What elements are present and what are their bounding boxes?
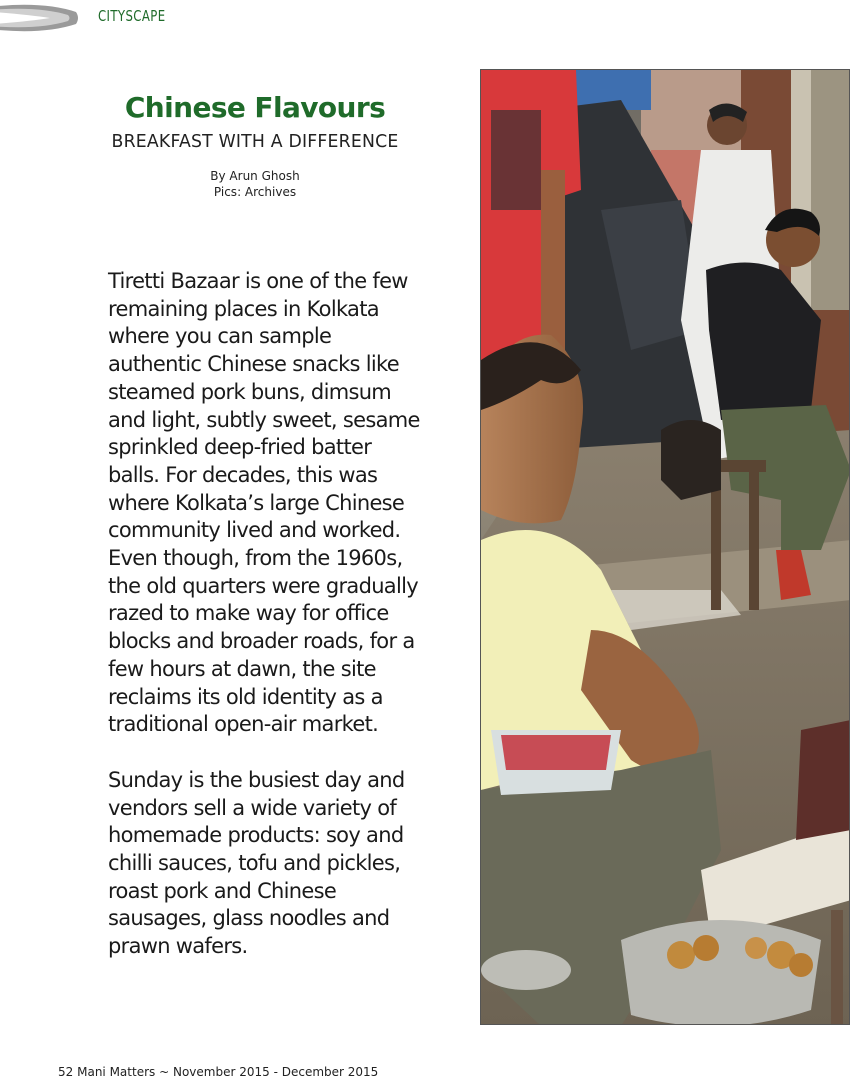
footer-separator: ~ bbox=[159, 1065, 170, 1079]
page-number: 52 bbox=[58, 1065, 74, 1079]
article-body bbox=[108, 268, 428, 989]
byline-pics: Pics: Archives bbox=[213, 185, 297, 199]
publication-name: Mani Matters bbox=[77, 1065, 156, 1079]
page-footer bbox=[58, 1065, 378, 1079]
photo-illustration bbox=[481, 70, 850, 1025]
article-title: Chinese Flavours bbox=[124, 91, 386, 124]
byline bbox=[100, 168, 410, 200]
section-label: CITYSCAPE bbox=[98, 7, 166, 25]
street-market-photo bbox=[480, 69, 850, 1025]
section-swoosh-graphic bbox=[0, 2, 98, 32]
article-subtitle: BREAKFAST WITH A DIFFERENCE bbox=[111, 131, 399, 152]
article-paragraph: Sunday is the busiest day and vendors sell a wide variety of homemade products: soy and chilli sauces, tofu and pickles, roast pork and Chinese sausages, glass noodles and prawn wafers. bbox=[108, 767, 405, 959]
byline-author: By Arun Ghosh bbox=[210, 169, 300, 183]
article-paragraph: Tiretti Bazaar is one of the few remaining places in Kolkata where you can sample authentic Chinese snacks like steamed pork buns, dimsum and light, subtly sweet, sesame sprinkled deep-fried batter balls. For decades, this was where Kolkata’s large Chinese community lived and worked. Even though, from the 1960s, the old quarters were gradually razed to make way for office blocks and broader roads, for a few hours at dawn, the site reclaims its old identity as a traditional open-air market. bbox=[108, 269, 420, 737]
issue-date: November 2015 - December 2015 bbox=[172, 1065, 379, 1079]
